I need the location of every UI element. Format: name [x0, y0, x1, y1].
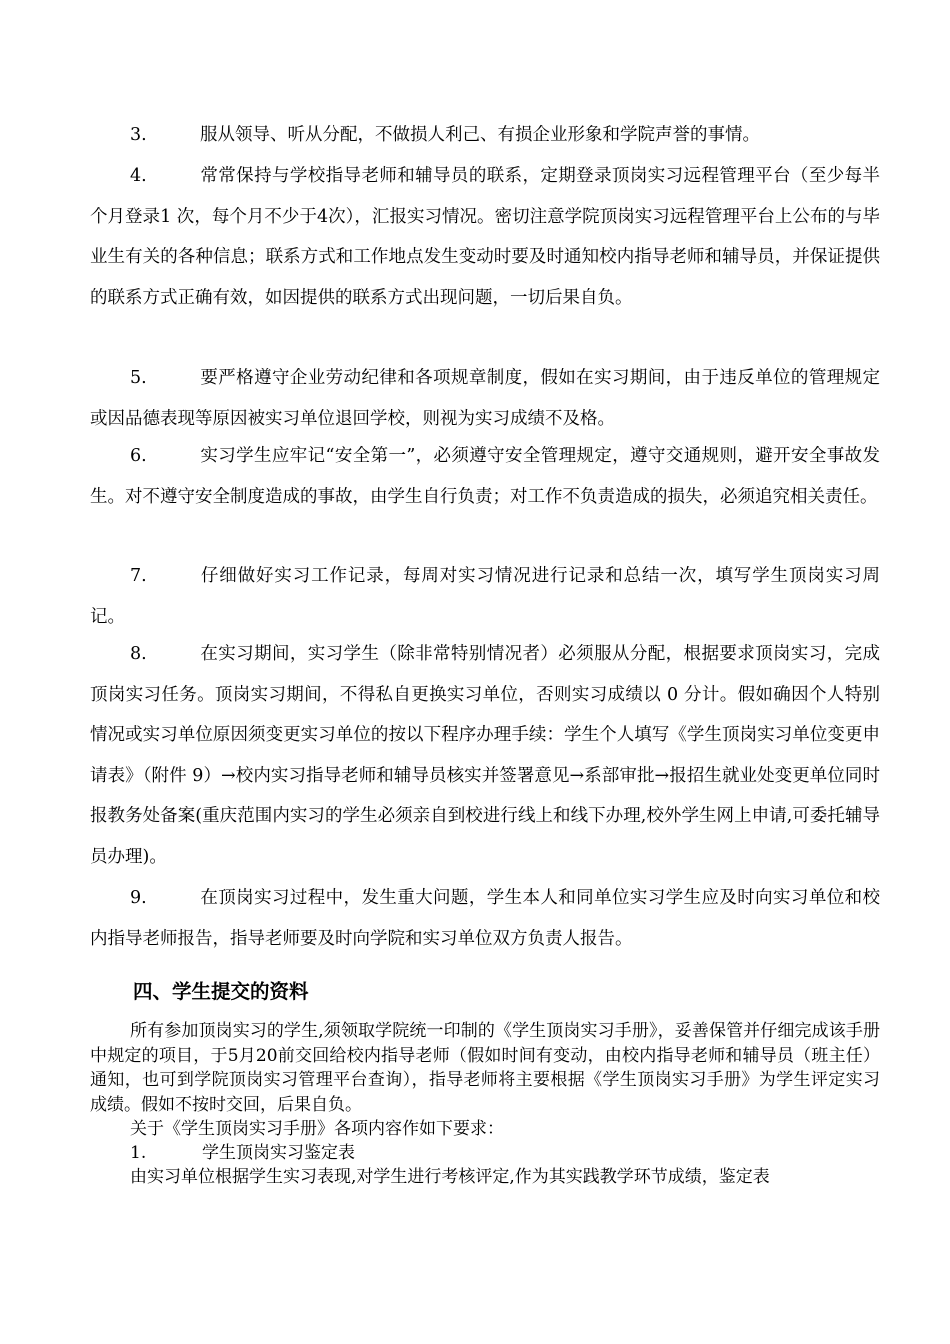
sub-item-text: 学生顶岗实习鉴定表 — [202, 1143, 355, 1163]
section-paragraph-appraisal: 由实习单位根据学生实习表现,对学生进行考核评定,作为其实践教学环节成绩，鉴定表 — [130, 1167, 770, 1187]
item-number: 9. — [130, 888, 147, 908]
item-text: 仔细做好实习工作记录，每周对实习情况进行记录和总结一次，填写学生顶岗实习周记。 — [90, 566, 880, 627]
item-text: 服从领导、听从分配，不做损人利己、有损企业形象和学院声誉的事情。 — [200, 125, 760, 145]
sub-item-1 — [90, 1141, 880, 1166]
rule-item-7 — [90, 556, 880, 637]
item-text: 在顶岗实习过程中，发生重大问题，学生本人和同单位实习学生应及时向实习单位和校内指导老师报告，指导老师要及时向学院和实习单位双方负责人报告。 — [90, 888, 880, 949]
item-number: 8. — [130, 644, 147, 664]
section-paragraph: 所有参加顶岗实习的学生,须领取学院统一印制的《学生顶岗实习手册》，妥善保管并仔细完成该手册中规定的项目，于5月20前交回给校内指导老师（假如时间有变动，由校内指导老师和辅导员（班主任）通知，也可到学院顶岗实习管理平台查询），指导老师将主要根据《学生顶岗实习手册》为学生评定实习成绩。假如不按时交回，后果自负。 — [90, 1021, 880, 1115]
section-paragraph-requirements: 关于《学生顶岗实习手册》各项内容作如下要求： — [130, 1119, 504, 1139]
item-text: 实习学生应牢记“安全第一”，必须遵守安全管理规定，遵守交通规则，避开安全事故发生。对不遵守安全制度造成的事故，由学生自行负责；对工作不负责造成的损失，必须追究相关责任。 — [90, 446, 880, 507]
sub-item-number: 1. — [130, 1143, 147, 1163]
rule-item-4 — [90, 156, 880, 318]
item-text: 在实习期间，实习学生（除非常特别情况者）必须服从分配，根据要求顶岗实习，完成顶岗实习任务。顶岗实习期间，不得私自更换实习单位，否则实习成绩以 0 分计。假如确因个人特别情况或实习单位原因须变更实习单位的按以下程序办理手续：学生个人填写《学生顶岗实习单位变更申请表》（附件 9）→校内实习指导老师和辅导员核实并签署意见→系部审批→报招生就业处变更单位同时报教务处备案(重庆范围内实习的学生必须亲自到校进行线上和线下办理,校外学生网上申请,可委托辅导员办理)。 — [90, 644, 880, 867]
rule-item-8 — [90, 634, 880, 877]
item-text: 常常保持与学校指导老师和辅导员的联系，定期登录顶岗实习远程管理平台（至少每半个月登录1 次，每个月不少于4次），汇报实习情况。密切注意学院顶岗实习远程管理平台上公布的与毕业生有关的各种信息；联系方式和工作地点发生变动时要及时通知校内指导老师和辅导员，并保证提供的联系方式正确有效，如因提供的联系方式出现问题，一切后果自负。 — [90, 166, 880, 308]
item-number: 4. — [130, 166, 147, 186]
item-number: 5. — [130, 368, 147, 388]
rule-item-9 — [90, 878, 880, 959]
item-number: 7. — [130, 566, 147, 586]
item-number: 3. — [130, 125, 147, 145]
rule-item-5 — [90, 358, 880, 439]
rule-item-3 — [90, 115, 880, 156]
item-number: 6. — [130, 446, 147, 466]
section-heading: 四、学生提交的资料 — [133, 980, 309, 1003]
item-text: 要严格遵守企业劳动纪律和各项规章制度，假如在实习期间，由于违反单位的管理规定或因品德表现等原因被实习单位退回学校，则视为实习成绩不及格。 — [90, 368, 880, 429]
rule-item-6 — [90, 436, 880, 517]
